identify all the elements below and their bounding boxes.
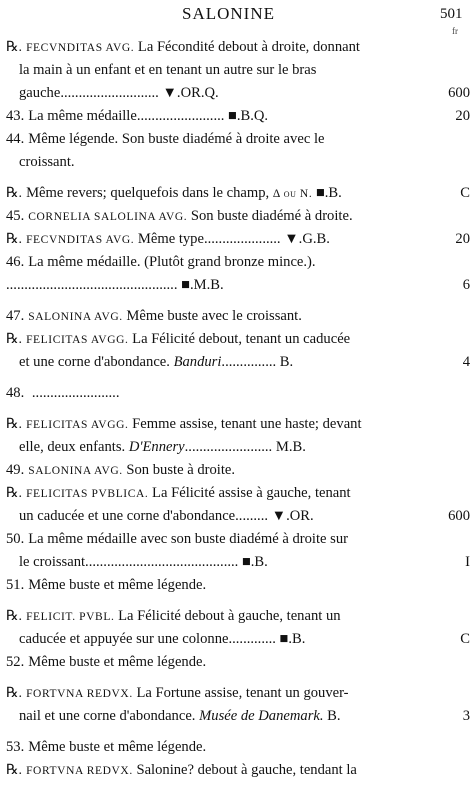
catalogue-entry <box>0 328 476 374</box>
entry-text-tail: B. <box>323 708 341 724</box>
coin-legend: FELICIT. PVBL. <box>26 611 115 623</box>
entry-text: La même médaille........................ ■.B.Q. <box>28 108 269 124</box>
entry-number: 50. <box>6 531 25 547</box>
catalogue-entry <box>0 682 476 728</box>
entry-line <box>6 205 436 228</box>
entry-line <box>6 736 436 759</box>
reverse-mark: ℞. <box>6 40 23 55</box>
entry-line <box>6 413 436 436</box>
catalogue-entry <box>0 482 476 528</box>
entry-text: Même type..................... ▼.G.B. <box>134 231 330 247</box>
entry-text: un caducée et une corne d'abondance......... ▼.OR. <box>19 508 314 524</box>
coin-legend: FELICITAS AVGG. <box>26 419 129 431</box>
coin-legend: FELICITAS AVGG. <box>26 334 129 346</box>
entry-text-tail: ■.B. <box>312 185 342 201</box>
page-mark: fr <box>452 26 458 36</box>
catalogue-entry <box>0 382 476 405</box>
reverse-mark: ℞. <box>6 486 23 501</box>
price-value: 600 <box>448 85 470 101</box>
entry-text-tail: ........................ M.B. <box>184 439 306 455</box>
reverse-mark: ℞. <box>6 186 23 201</box>
entry-number: 43. <box>6 108 25 124</box>
entry-text: La Fortune assise, tenant un gouver- <box>132 685 349 701</box>
coin-legend: FORTVNA REDVX. <box>26 688 133 700</box>
coin-legend: FORTVNA REDVX. <box>26 765 133 777</box>
entry-text: La même médaille avec son buste diadémé à droite sur <box>28 531 348 547</box>
entry-number: 51. <box>6 577 25 593</box>
entry-line <box>6 251 436 274</box>
coin-legend: FECVNDITAS AVG. <box>26 42 135 54</box>
entry-line <box>6 274 470 297</box>
entry-line <box>6 436 436 459</box>
source-reference: Banduri <box>173 354 222 370</box>
reverse-mark: ℞. <box>6 686 23 701</box>
page-number: 501 <box>440 6 463 22</box>
entry-line <box>6 628 470 651</box>
entry-text: Même revers; quelquefois dans le champ, <box>26 185 273 201</box>
entry-text: La même médaille. (Plutôt grand bronze mince.). <box>28 254 316 270</box>
source-reference: Musée de Danemark. <box>199 708 324 724</box>
entry-text: Son buste à droite. <box>122 462 236 478</box>
catalogue-entry <box>0 128 476 174</box>
entry-line <box>6 36 436 59</box>
entry-line <box>6 351 470 374</box>
coin-legend: SALONINA AVG. <box>28 465 123 477</box>
catalogue-entry <box>0 36 476 105</box>
entry-text: ............................................... ■.M.B. <box>6 277 224 293</box>
entry-line <box>6 482 436 505</box>
entry-text: Même buste avec le croissant. <box>122 308 302 324</box>
entry-number: 47. <box>6 308 25 324</box>
entry-text: Même buste et même légende. <box>28 739 207 755</box>
entry-line <box>6 682 436 705</box>
entry-line <box>6 551 470 574</box>
entry-text: croissant. <box>19 154 75 170</box>
reverse-mark: ℞. <box>6 417 23 432</box>
source-reference: D'Ennery <box>128 439 185 455</box>
entry-text: Salonine? debout à gauche, tendant la <box>132 762 357 778</box>
catalogue-entry <box>0 651 476 674</box>
catalogue-entry <box>0 574 476 597</box>
entry-text-tail: ............... B. <box>221 354 294 370</box>
entry-text: La Fécondité debout à droite, donnant <box>134 39 360 55</box>
entry-text: le croissant.......................................... ■.B. <box>19 554 268 570</box>
entry-text: La Félicité assise à gauche, tenant <box>148 485 351 501</box>
entry-number: 49. <box>6 462 25 478</box>
entry-text: gauche........................... ▼.OR.Q. <box>19 85 219 101</box>
entry-text: La Félicité debout à gauche, tenant un <box>114 608 341 624</box>
catalogue-entry <box>0 105 476 128</box>
entry-text: La Félicité debout, tenant un caducée <box>128 331 351 347</box>
entry-line <box>6 105 470 128</box>
entry-number: 46. <box>6 254 25 270</box>
entry-number: 48. <box>6 385 25 401</box>
entry-line <box>6 459 436 482</box>
price-value: 600 <box>448 508 470 524</box>
entry-number: 53. <box>6 739 25 755</box>
price-value: 20 <box>455 108 470 124</box>
entry-line <box>6 128 436 151</box>
catalogue-entry <box>0 413 476 459</box>
catalogue-entry <box>0 736 476 759</box>
catalogue-entries <box>0 36 476 782</box>
coin-legend: CORNELIA SALOLINA AVG. <box>28 211 188 223</box>
coin-legend: SALONINA AVG. <box>28 311 123 323</box>
entry-line <box>6 528 436 551</box>
entry-text: Même légende. Son buste diadémé à droite avec le <box>28 131 325 147</box>
field-mark: Δ ou N. <box>272 188 313 200</box>
catalogue-entry <box>0 528 476 574</box>
running-title: SALONINE <box>182 4 275 23</box>
entry-line <box>6 151 436 174</box>
entry-text: Même buste et même légende. <box>28 654 207 670</box>
price-value: I <box>465 554 470 570</box>
entry-line <box>6 382 436 405</box>
page-header <box>0 4 476 36</box>
catalogue-entry <box>0 759 476 782</box>
entry-text: ........................ <box>28 385 120 401</box>
catalogue-entry <box>0 459 476 482</box>
entry-text: Même buste et même légende. <box>28 577 207 593</box>
entry-text: elle, deux enfants. <box>19 439 129 455</box>
catalogue-entry <box>0 228 476 251</box>
price-value: C <box>460 631 470 647</box>
reverse-mark: ℞. <box>6 763 23 778</box>
catalogue-entry <box>0 305 476 328</box>
entry-line <box>6 705 470 728</box>
entry-text: caducée et appuyée sur une colonne............. ■.B. <box>19 631 306 647</box>
entry-text: nail et une corne d'abondance. <box>19 708 200 724</box>
entry-text: et une corne d'abondance. <box>19 354 174 370</box>
catalogue-entry <box>0 251 476 297</box>
price-value: 20 <box>455 231 470 247</box>
entry-line <box>6 305 436 328</box>
reverse-mark: ℞. <box>6 332 23 347</box>
entry-line <box>6 59 436 82</box>
catalogue-entry <box>0 182 476 205</box>
entry-line <box>6 328 436 351</box>
entry-text: la main à un enfant et en tenant un autre sur le bras <box>19 62 317 78</box>
entry-number: 45. <box>6 208 25 224</box>
entry-text: Femme assise, tenant une haste; devant <box>128 416 362 432</box>
reverse-mark: ℞. <box>6 609 23 624</box>
reverse-mark: ℞. <box>6 232 23 247</box>
entry-line <box>6 759 436 782</box>
price-value: 4 <box>462 354 470 370</box>
price-value: C <box>460 185 470 201</box>
price-value: 3 <box>462 708 470 724</box>
entry-line <box>6 574 436 597</box>
entry-number: 44. <box>6 131 25 147</box>
entry-text: Son buste diadémé à droite. <box>187 208 353 224</box>
price-value: 6 <box>462 277 470 293</box>
catalogue-entry <box>0 205 476 228</box>
entry-line <box>6 182 470 205</box>
coin-legend: FECVNDITAS AVG. <box>26 234 135 246</box>
entry-line <box>6 82 470 105</box>
catalogue-entry <box>0 605 476 651</box>
entry-line <box>6 505 470 528</box>
entry-line <box>6 605 436 628</box>
entry-line <box>6 228 470 251</box>
entry-line <box>6 651 436 674</box>
coin-legend: FELICITAS PVBLICA. <box>26 488 149 500</box>
entry-number: 52. <box>6 654 25 670</box>
